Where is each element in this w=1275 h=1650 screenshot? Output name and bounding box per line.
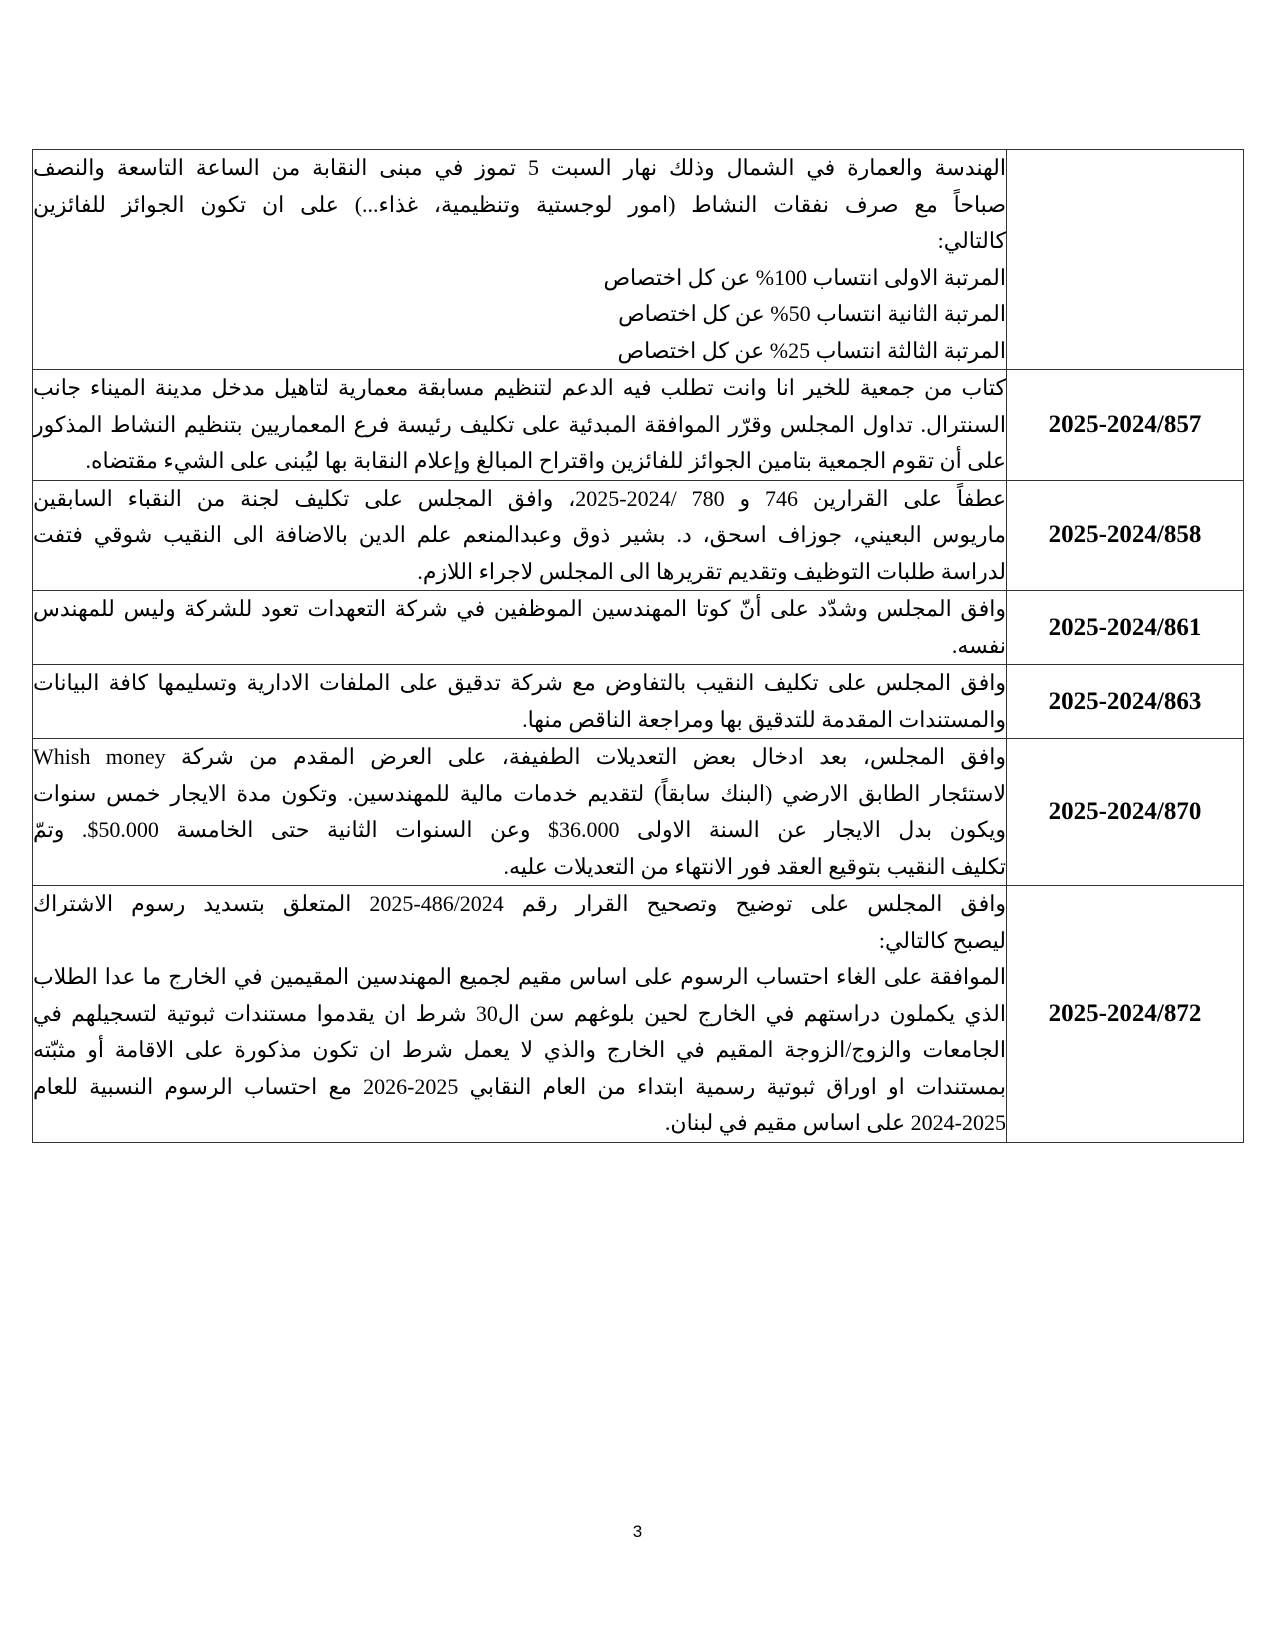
decision-text [33,480,1007,591]
decision-text-line: الجامعات والزوج/الزوجة المقيم في الخارج والذي لا يعمل شرط ان تكون مذكورة على الاقامة أو مثبّته [33,1037,1006,1062]
decision-row [33,739,1244,886]
decision-text-line: الهندسة والعمارة في الشمال وذلك نهار السبت 5 تموز في مبنى النقابة من الساعة التاسعة والنصف [33,155,1006,180]
decision-text [33,370,1007,481]
decision-text [33,886,1007,1143]
decision-number: 2025-2024/863 [1007,665,1244,739]
decision-text-line: ماريوس البعيني، جوزاف اسحق، د. بشير ذوق وعبدالمنعم علم الدين بالاضافة الى النقيب شوقي فتفت [33,522,1006,547]
decision-number [1007,150,1244,370]
decision-row [33,480,1244,591]
decision-text-line: والمستندات المقدمة للتدقيق بها ومراجعة الناقص منها. [522,706,1006,732]
decision-row [33,591,1244,665]
decision-text-line: لدراسة طلبات التوظيف وتقديم تقريرها الى المجلس لاجراء اللازم. [417,558,1006,584]
decision-text [33,665,1007,739]
decision-text-line: عطفاً على القرارين 746 و 780 /2024-2025، وافق المجلس على تكليف لجنة من النقباء السابقين [33,485,1006,511]
decision-number: 2025-2024/861 [1007,591,1244,665]
decision-text-line: على أن تقوم الجمعية بتامين الجوائز للفائزين واقتراح المبالغ وإعلام النقابة بها ليُبنى على الشيء مقتضاه. [85,448,1006,473]
decision-text-line: كتاب من جمعية للخير انا وانت تطلب فيه الدعم لتنظيم مسابقة معمارية لتاهيل مدخل مدينة الميناء جانب [33,375,1006,400]
decision-text-line: وافق المجلس على تكليف النقيب بالتفاوض مع شركة تدقيق على الملفات الادارية وتسليمها كافة البيانات [33,670,1006,695]
decision-text-line: وافق المجلس وشدّد على أنّ كوتا المهندسين الموظفين في شركة التعهدات تعود للشركة وليس للمهندس [33,596,1006,621]
decision-text-line: وافق المجلس، بعد ادخال بعض التعديلات الطفيفة، على العرض المقدم من شركة Whish money [33,744,1006,769]
page-number: 3 [632,1522,643,1541]
decision-number: 2025-2024/858 [1007,480,1244,591]
decision-text [33,739,1007,886]
decision-text-line: 2024-2025 على اساس مقيم في لبنان. [664,1110,1006,1135]
decision-text-line: بمستندات او اوراق ثبوتية رسمية ابتداء من العام النقابي 2025-2026 مع احتساب الرسوم النسبية للعام [33,1073,1006,1099]
decision-number: 2025-2024/872 [1007,886,1244,1143]
decision-text-line: الموافقة على الغاء احتساب الرسوم على اساس مقيم لجميع المهندسين المقيمين في الخارج ما عدا الطلاب [33,964,1006,989]
decision-text-line: كالتالي: [937,228,1006,253]
decision-text-line: الذي يكملون دراستهم في الخارج لحين بلوغهم سن ال30 شرط ان يقدموا مستندات ثبوتية لتسجيلهم في [33,1000,1006,1026]
decision-text-line: صباحاً مع صرف نفقات النشاط (امور لوجستية وتنظيمية، غذاء...) على ان تكون الجوائز للفائزين [33,191,1006,217]
decision-text [33,150,1007,370]
decision-number: 2025-2024/857 [1007,370,1244,481]
decision-text-line: المرتبة الاولى انتساب 100% عن كل اختصاص [603,264,1006,290]
decision-number: 2025-2024/870 [1007,739,1244,886]
decision-text-line: المرتبة الثالثة انتساب 25% عن كل اختصاص [617,337,1006,363]
decision-text-line: المرتبة الثانية انتساب 50% عن كل اختصاص [618,301,1006,326]
decision-row [33,150,1244,370]
decision-text-line: ليصبح كالتالي: [878,927,1006,953]
decision-text-line: وافق المجلس على توضيح وتصحيح القرار رقم 486/2024-2025 المتعلق بتسديد رسوم الاشتراك [33,891,1006,916]
decision-text-line: لاستئجار الطابق الارضي (البنك سابقاً) لتقديم خدمات مالية للمهندسين. وتكون مدة الايجار خمس سنوات [33,780,1006,806]
decision-text-line: نفسه. [951,632,1006,658]
decisions-table [32,149,1244,1143]
decision-row [33,886,1244,1143]
decision-text [33,591,1007,665]
decision-text-line: تكليف النقيب بتوقيع العقد فور الانتهاء من التعديلات عليه. [503,853,1006,879]
decision-text-line: السنترال. تداول المجلس وقرّر الموافقة المبدئية على تكليف رئيسة فرع المعماريين بتنظيم النشاط المذكور [33,411,1006,437]
decision-row [33,370,1244,481]
decision-row [33,665,1244,739]
decision-text-line: ويكون بدل الايجار عن السنة الاولى 36.000$ وعن السنوات الثانية حتى الخامسة 50.000$. وتمّ [33,817,1006,842]
